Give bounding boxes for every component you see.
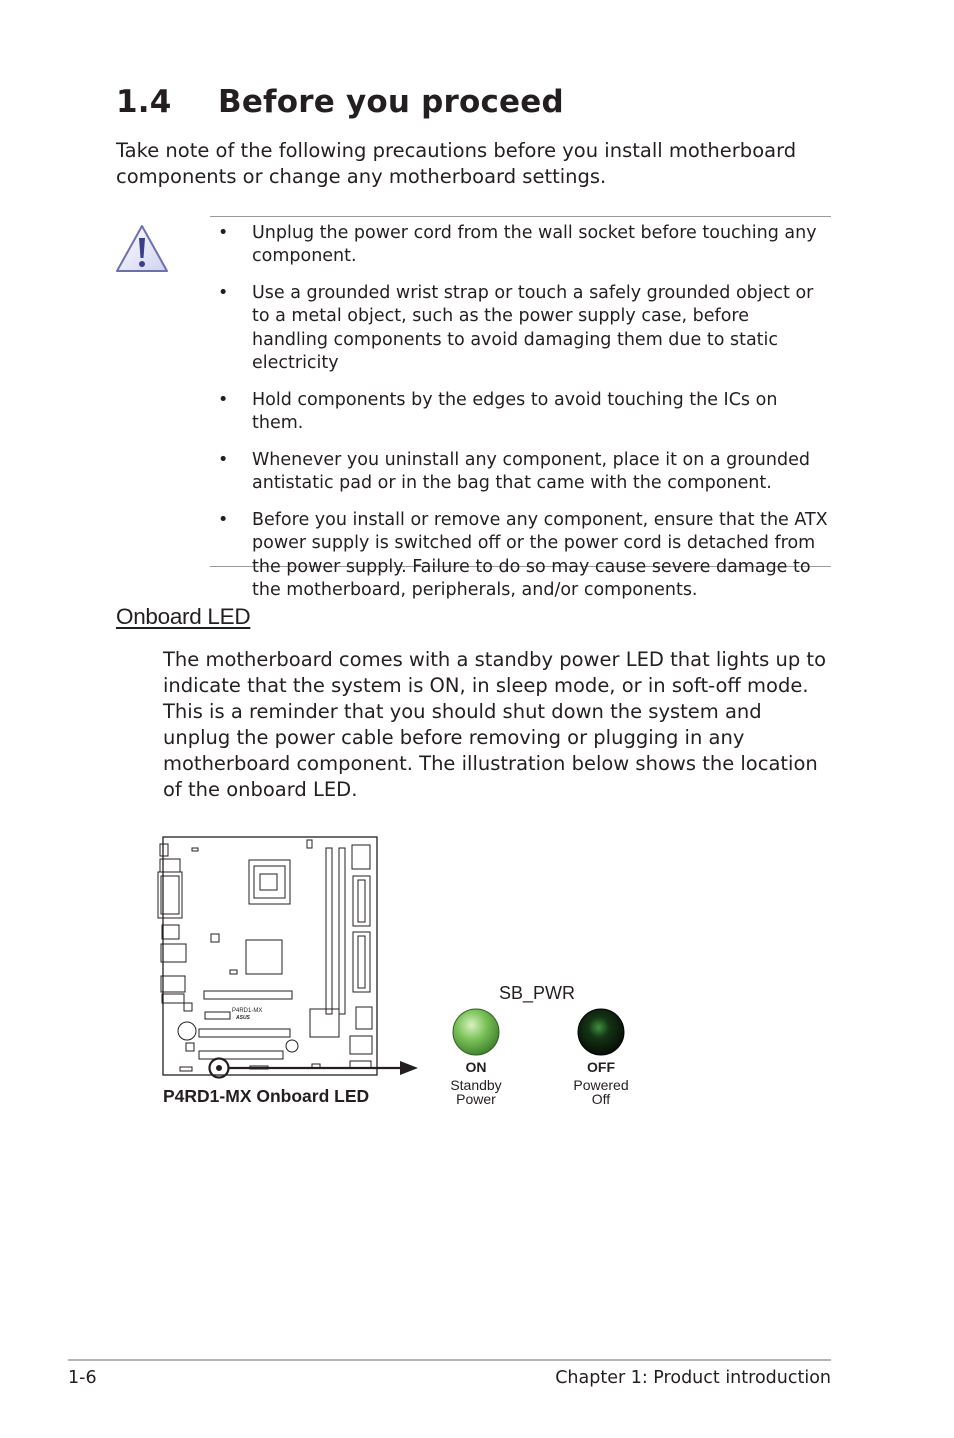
precaution-text: Use a grounded wrist strap or touch a safely grounded object or to a metal object, such as the power supply case, before handling components to avoid damaging them due to static electricity xyxy=(252,283,814,374)
section-title-text: Before you proceed xyxy=(218,84,564,120)
board-model-label: P4RD1-MX xyxy=(232,1008,263,1014)
led-off-label: OFF xyxy=(587,1059,615,1075)
motherboard-diagram xyxy=(158,837,377,1078)
pointer-arrow-head xyxy=(400,1061,418,1075)
led-on-label: ON xyxy=(465,1059,487,1075)
precaution-list xyxy=(216,222,828,616)
board-brand-label: ASUS xyxy=(236,1015,250,1021)
precaution-text: Hold components by the edges to avoid touching the ICs on them. xyxy=(252,389,778,434)
onboard-led-figure xyxy=(150,828,650,1118)
precaution-text: Before you install or remove any component, ensure that the ATX power supply is switched off or the power cord is detached from the power supply. Failure to do so may cause severe damage to the motherboard, peripherals, and/or components. xyxy=(252,509,828,601)
led-off-desc-line2: Off xyxy=(591,1091,611,1107)
section-title xyxy=(116,84,564,120)
figure-caption: P4RD1-MX Onboard LED xyxy=(163,1086,370,1106)
list-item xyxy=(216,389,828,436)
bullet-mark: • xyxy=(218,509,229,530)
precaution-text: Unplug the power cord from the wall socket before touching any component. xyxy=(252,223,817,267)
list-item xyxy=(216,282,828,376)
bullet-mark: • xyxy=(218,223,229,243)
led-name-label: SB_PWR xyxy=(499,983,576,1003)
led-off-indicator xyxy=(578,1009,624,1055)
led-on-indicator xyxy=(453,1009,499,1055)
led-on-desc-line2: Power xyxy=(456,1091,496,1107)
bullet-mark: • xyxy=(218,449,229,470)
led-off-desc-line1: Powered xyxy=(573,1077,629,1093)
onboard-led-heading: Onboard LED xyxy=(116,604,251,629)
intro-paragraph: Take note of the following precautions before you install motherboard components or change any motherboard settings. xyxy=(116,139,797,188)
list-item xyxy=(216,449,828,496)
list-item xyxy=(216,222,828,269)
warning-triangle-icon xyxy=(115,224,169,274)
chapter-title: Chapter 1: Product introduction xyxy=(555,1368,831,1388)
page-number: 1-6 xyxy=(68,1368,97,1388)
list-item xyxy=(216,509,828,603)
bullet-mark: • xyxy=(218,283,229,303)
section-number: 1.4 xyxy=(116,84,172,120)
bullet-mark: • xyxy=(218,389,229,410)
led-on-desc-line1: Standby xyxy=(450,1077,502,1093)
footer-rule xyxy=(68,1359,831,1361)
precaution-text: Whenever you uninstall any component, place it on a grounded antistatic pad or in the bag that came with the component. xyxy=(252,449,810,494)
onboard-led-paragraph: The motherboard comes with a standby power LED that lights up to indicate that the system is ON, in sleep mode, or in soft-off mode. This is a reminder that you should shut down the system and unplug the power cable before removing or plugging in any motherboard component. The illustration below shows the location of the onboard LED. xyxy=(163,648,826,801)
